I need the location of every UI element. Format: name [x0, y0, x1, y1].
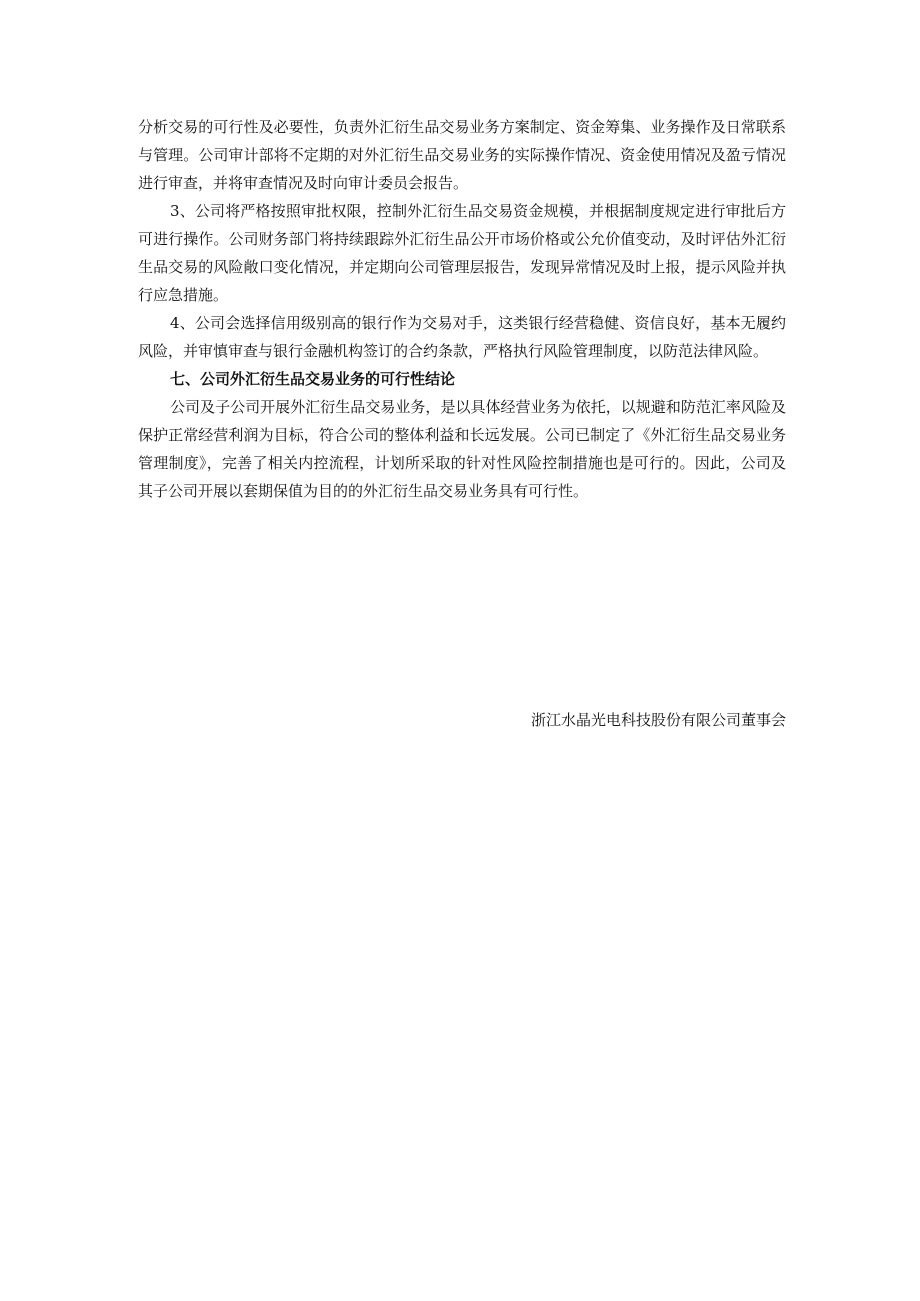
paragraph-item-4: 4、公司会选择信用级别高的银行作为交易对手，这类银行经营稳健、资信良好，基本无履约风险，并审慎审查与银行金融机构签订的合约条款，严格执行风险管理制度，以防范法律风险。	[138, 314, 786, 360]
paragraph-item-3: 3、公司将严格按照审批权限，控制外汇衍生品交易资金规模，并根据制度规定进行审批后方可进行操作。公司财务部门将持续跟踪外汇衍生品公开市场价格或公允价值变动，及时评估外汇衍生品交易的风险敞口变化情况，并定期向公司管理层报告，发现异常情况及时上报，提示风险并执行应急措施。	[138, 202, 786, 304]
paragraph-conclusion: 公司及子公司开展外汇衍生品交易业务，是以具体经营业务为依托，以规避和防范汇率风险及保护正常经营利润为目标，符合公司的整体利益和长远发展。公司已制定了《外汇衍生品交易业务管理制度》，完善了相关内控流程，计划所采取的针对性风险控制措施也是可行的。因此，公司及其子公司开展以套期保值为目的的外汇衍生品交易业务具有可行性。	[138, 398, 786, 500]
paragraph-risk-management-continued: 分析交易的可行性及必要性，负责外汇衍生品交易业务方案制定、资金筹集、业务操作及日常联系与管理。公司审计部将不定期的对外汇衍生品交易业务的实际操作情况、资金使用情况及盈亏情况进行审查，并将审查情况及时向审计委员会报告。	[138, 118, 786, 192]
section-heading-feasibility-conclusion: 七、公司外汇衍生品交易业务的可行性结论	[170, 370, 456, 388]
document-body	[138, 113, 786, 505]
signature-board-of-directors: 浙江水晶光电科技股份有限公司董事会	[530, 711, 786, 729]
